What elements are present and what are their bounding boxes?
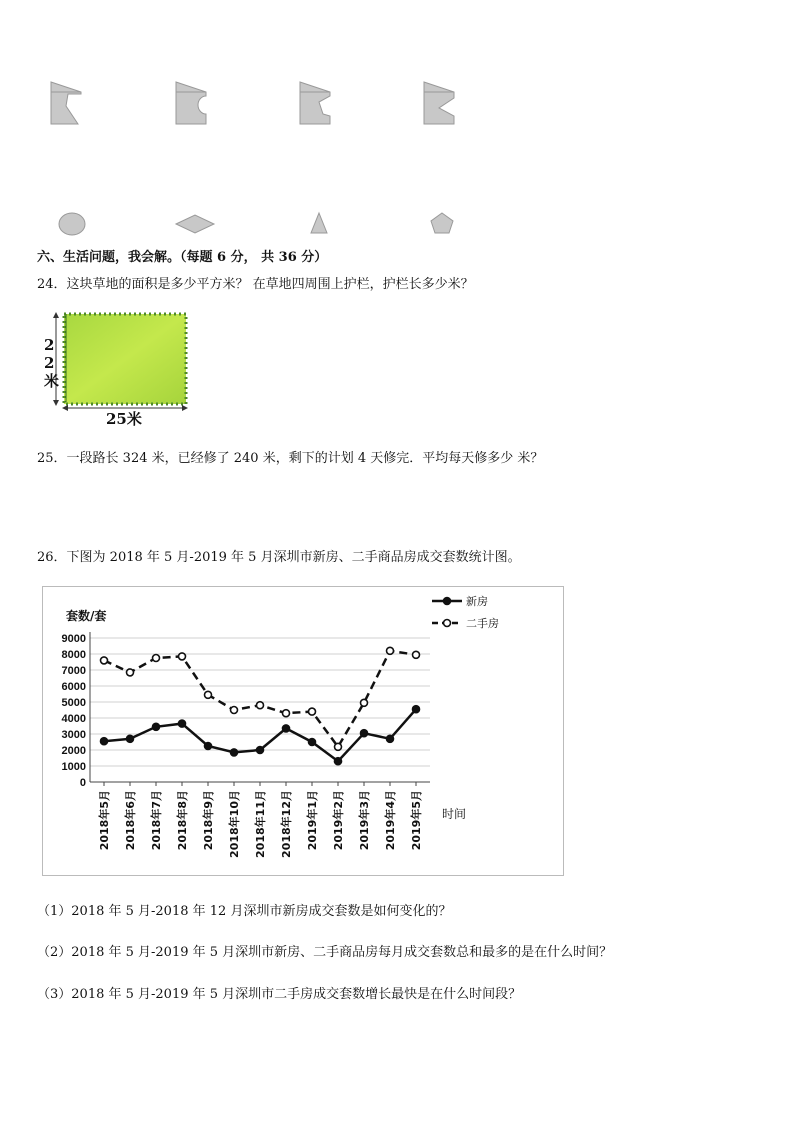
series-2-point: [127, 669, 134, 676]
legend-label-1: 新房: [466, 595, 488, 608]
x-tick-label: 2018年7月: [150, 790, 163, 851]
series-1-point: [387, 735, 394, 742]
series-2-point: [153, 655, 160, 662]
series-1-point: [101, 738, 108, 745]
x-tick-label: 2018年5月: [98, 790, 111, 851]
series-1-point: [127, 735, 134, 742]
question-24: 24．这块草地的面积是多少平方米？ 在草地四周围上护栏，护栏长多少米？: [37, 277, 474, 292]
x-tick-label: 2018年12月: [280, 790, 293, 858]
legend-marker-1: [444, 598, 451, 605]
x-tick-label: 2019年5月: [410, 790, 423, 851]
cut-shape-3: [297, 80, 335, 126]
y-tick-label: 8000: [61, 649, 86, 661]
x-tick-label: 2019年4月: [384, 790, 397, 851]
question-26-3: （3）2018 年 5 月-2019 年 5 月深圳市二手房成交套数增长最快是在什么时间段？: [37, 987, 522, 1002]
triangle-shape: [308, 210, 330, 236]
x-tick-label: 2018年11月: [254, 790, 267, 858]
y-tick-label: 6000: [61, 681, 86, 693]
circle-shape: [56, 210, 88, 238]
question-26-2: （2）2018 年 5 月-2019 年 5 月深圳市新房、二手商品房每月成交套数总和最多的是在什么时间？: [37, 945, 613, 960]
y-tick-label: 0: [79, 777, 86, 789]
cut-shape-2: [173, 80, 211, 126]
y-axis-title: 套数/套: [66, 609, 107, 623]
series-1-point: [309, 739, 316, 746]
series-1-point: [257, 747, 264, 754]
series-2-point: [179, 653, 186, 660]
question-26: 26．下图为 2018 年 5 月-2019 年 5 月深圳市新房、二手商品房成交套数统计图。: [37, 550, 521, 565]
series-2-point: [335, 743, 342, 750]
y-tick-label: 3000: [61, 729, 86, 741]
x-tick-label: 2019年3月: [358, 790, 371, 851]
series-2-point: [413, 651, 420, 658]
series-1-point: [283, 725, 290, 732]
series-1-point: [335, 758, 342, 765]
series-1-point: [361, 730, 368, 737]
series-2-point: [231, 707, 238, 714]
cut-shape-4: [421, 80, 459, 126]
x-axis-title: 时间: [442, 807, 467, 821]
series-2-point: [309, 708, 316, 715]
series-2-point: [205, 691, 212, 698]
pentagon-shape: [428, 210, 456, 236]
y-tick-label: 7000: [61, 665, 86, 677]
y-tick-label: 1000: [61, 761, 86, 773]
width-label: 25米: [106, 410, 142, 428]
question-25: 25．一段路长 324 米，已经修了 240 米，剩下的计划 4 天修完．平均每天修多少 米？: [37, 451, 544, 466]
x-tick-label: 2019年2月: [332, 790, 345, 851]
x-tick-label: 2018年9月: [202, 790, 215, 851]
question-26-1: （1）2018 年 5 月-2018 年 12 月深圳市新房成交套数是如何变化的？: [37, 904, 452, 919]
series-1-point: [231, 749, 238, 756]
y-tick-label: 2000: [61, 745, 86, 757]
series-2-point: [257, 702, 264, 709]
legend-marker-2: [444, 620, 451, 627]
series-line-2: [104, 651, 416, 747]
series-1-point: [153, 723, 160, 730]
series-2-point: [361, 699, 368, 706]
y-tick-label: 4000: [61, 713, 86, 725]
cut-shape-1: [48, 80, 84, 126]
height-label: 22米: [44, 336, 60, 390]
legend-label-2: 二手房: [466, 617, 499, 630]
x-tick-label: 2018年10月: [228, 790, 241, 858]
rhombus-shape: [174, 212, 216, 236]
x-tick-label: 2018年8月: [176, 790, 189, 851]
x-tick-label: 2019年1月: [306, 790, 319, 851]
section-title: 六、生活问题，我会解。（每题 6 分， 共 36 分）: [37, 250, 328, 265]
series-2-point: [283, 710, 290, 717]
series-2-point: [101, 657, 108, 664]
x-tick-label: 2018年6月: [124, 790, 137, 851]
y-tick-label: 9000: [61, 633, 86, 645]
series-2-point: [387, 647, 394, 654]
line-chart: [42, 586, 564, 876]
series-1-point: [205, 743, 212, 750]
series-1-point: [179, 720, 186, 727]
series-1-point: [413, 706, 420, 713]
y-tick-label: 5000: [61, 697, 86, 709]
